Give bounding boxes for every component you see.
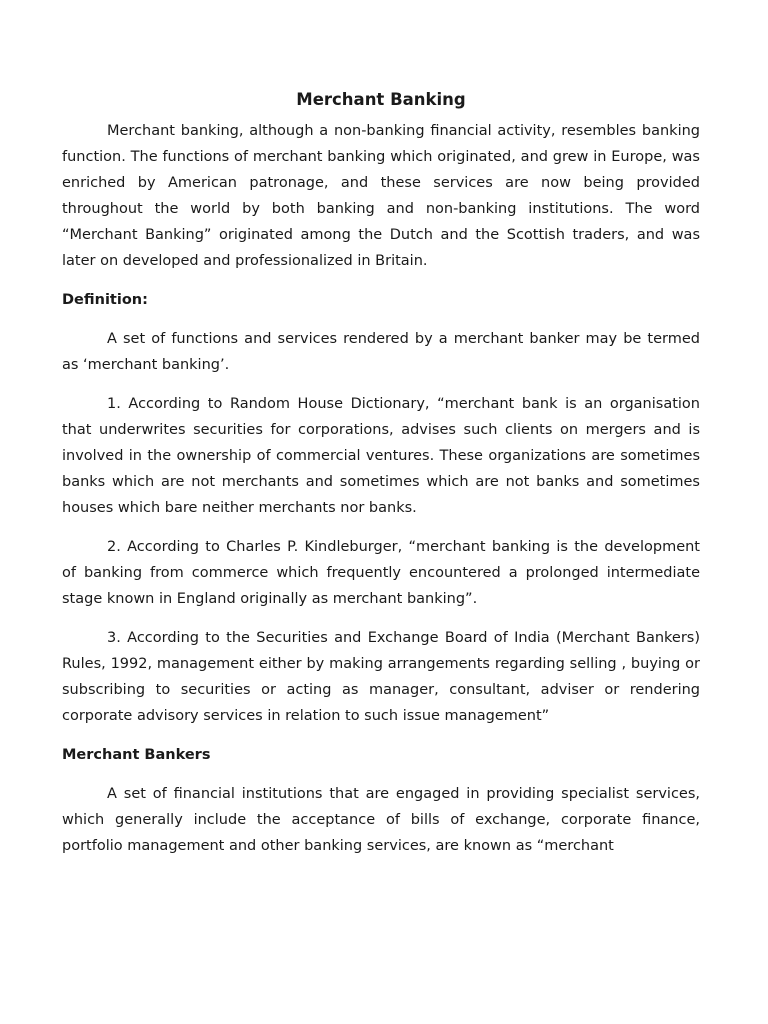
definition-item-3: 3. According to the Securities and Exchange Board of India (Merchant Bankers) Rules, 1992, management either by making arrangements regarding selling , buying or subscribing to securities or acting as manager, consultant, adviser or rendering corporate advisory services in relation to such issue management” bbox=[62, 630, 700, 724]
definition-paragraph: A set of functions and services rendered by a merchant banker may be termed as ‘merchant banking’. bbox=[62, 331, 700, 373]
definition-item-1: 1. According to Random House Dictionary, “merchant bank is an organisation that underwrites securities for corporations, advises such clients on mergers and is involved in the ownership of commercial ventures. These organizations are sometimes banks which are not merchants and sometimes which are not banks and sometimes houses which bare neither merchants nor banks. bbox=[62, 396, 700, 516]
bankers-paragraph: A set of financial institutions that are engaged in providing specialist services, which generally include the acceptance of bills of exchange, corporate finance, portfolio management and other banking services, are known as “merchant bbox=[62, 786, 700, 854]
document-page bbox=[62, 88, 700, 872]
definition-heading: Definition: bbox=[62, 292, 148, 308]
document-title: Merchant Banking bbox=[296, 90, 466, 109]
bankers-heading: Merchant Bankers bbox=[62, 747, 211, 763]
intro-paragraph: Merchant banking, although a non-banking financial activity, resembles banking function. The functions of merchant banking which originated, and grew in Europe, was enriched by American patronage, and these services are now being provided throughout the world by both banking and non-banking institutions. The word “Merchant Banking” originated among the Dutch and the Scottish traders, and was later on developed and professionalized in Britain. bbox=[62, 123, 700, 269]
definition-item-2: 2. According to Charles P. Kindleburger, “merchant banking is the development of banking from commerce which frequently encountered a prolonged intermediate stage known in England originally as merchant banking”. bbox=[62, 539, 700, 607]
